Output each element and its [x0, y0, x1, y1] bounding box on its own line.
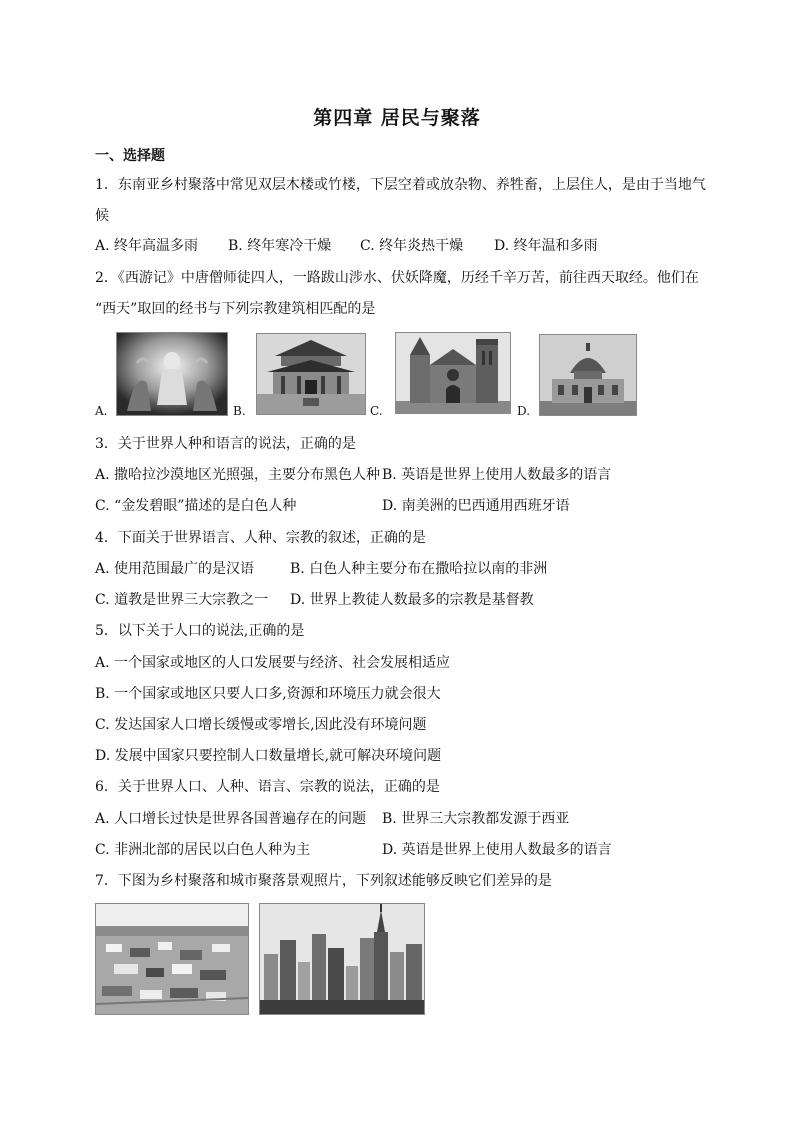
- q1-stem-line2: 候: [95, 208, 109, 224]
- q6-option-d: D. 英语是世界上使用人数最多的语言: [382, 842, 612, 858]
- rural-settlement-image: [95, 903, 249, 1015]
- q6-option-c: C. 非洲北部的居民以白色人种为主: [95, 842, 311, 858]
- q4-option-a: A. 使用范围最广的是汉语: [95, 561, 255, 577]
- q5-option-b: B. 一个国家或地区只要人口多,资源和环境压力就会很大: [95, 686, 441, 702]
- q4-stem: 4．下面关于世界语言、人种、宗教的叙述，正确的是: [95, 530, 426, 546]
- q2-stem-line2: “西天”取回的经书与下列宗教建筑相匹配的是: [95, 301, 376, 317]
- q7-stem: 7．下图为乡村聚落和城市聚落景观照片，下列叙述能够反映它们差异的是: [95, 873, 552, 889]
- q5-option-a: A. 一个国家或地区的人口发展要与经济、社会发展相适应: [95, 655, 451, 671]
- q6-option-b: B. 世界三大宗教都发源于西亚: [382, 811, 570, 827]
- q2-stem-line1: 2．《西游记》中唐僧师徒四人，一路跋山涉水、伏妖降魔，历经千辛万苦，前往西天取经。他们在: [95, 270, 699, 286]
- buddhist-temple-image: [256, 333, 366, 415]
- q5-option-d: D. 发展中国家只要控制人口数量增长,就可解决环境问题: [95, 748, 442, 764]
- q4-option-d: D. 世界上教徒人数最多的宗教是基督教: [290, 592, 534, 608]
- q1-stem-line1: 1．东南亚乡村聚落中常见双层木楼或竹楼，下层空着或放杂物、养牲畜，上层住人，是由于当地气: [95, 177, 706, 193]
- q6-option-a: A. 人口增长过快是世界各国普遍存在的问题: [95, 811, 367, 827]
- q1-option-c: C. 终年炎热干燥: [360, 238, 464, 254]
- q5-stem: 5．以下关于人口的说法,正确的是: [95, 623, 305, 639]
- q3-option-c: C. “金发碧眼”描述的是白色人种: [95, 498, 297, 514]
- q4-option-b: B. 白色人种主要分布在撒哈拉以南的非洲: [290, 561, 548, 577]
- q2-option-d-label: D.: [517, 404, 531, 418]
- q2-option-c-label: C.: [370, 404, 383, 418]
- page-title: 第四章 居民与聚落: [313, 107, 481, 129]
- q2-option-a-label: A.: [95, 404, 108, 418]
- q3-option-d: D. 南美洲的巴西通用西班牙语: [382, 498, 570, 514]
- q3-option-b: B. 英语是世界上使用人数最多的语言: [382, 467, 612, 483]
- q5-option-c: C. 发达国家人口增长缓慢或零增长,因此没有环境问题: [95, 717, 427, 733]
- q3-option-a: A. 撒哈拉沙漠地区光照强，主要分布黑色人种: [95, 467, 381, 483]
- q4-option-c: C. 道教是世界三大宗教之一: [95, 592, 269, 608]
- q1-option-d: D. 终年温和多雨: [494, 238, 598, 254]
- q1-option-a: A. 终年高温多雨: [95, 238, 199, 254]
- city-skyline-image: [259, 903, 425, 1015]
- q2-option-b-label: B.: [233, 404, 246, 418]
- q1-option-b: B. 终年寒冷干燥: [228, 238, 332, 254]
- religious-painting-image: [116, 332, 228, 416]
- section-heading: 一、选择题: [95, 148, 165, 164]
- q6-stem: 6．关于世界人口、人种、语言、宗教的说法，正确的是: [95, 779, 440, 795]
- q3-stem: 3．关于世界人种和语言的说法，正确的是: [95, 436, 356, 452]
- mosque-image: [539, 334, 637, 416]
- gothic-cathedral-image: [395, 332, 511, 414]
